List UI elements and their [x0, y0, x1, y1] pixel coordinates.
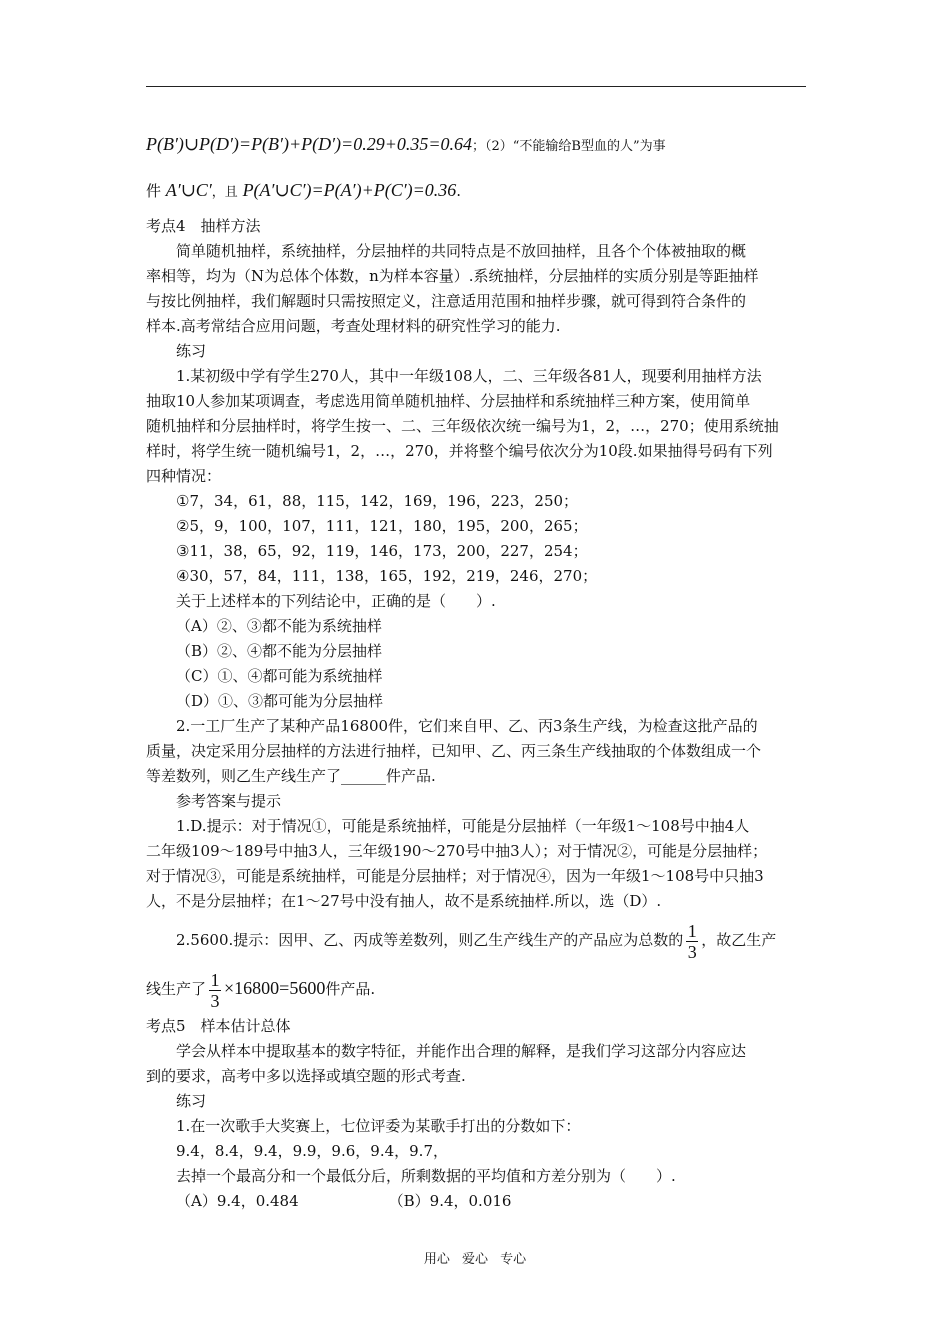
answer-2-line-1	[146, 918, 806, 962]
probability-formula-2: P(A′∪C′)=P(A′)+P(C′)=0.36	[242, 180, 457, 200]
answer-2-line-2	[146, 966, 806, 1010]
conjunction-qie: ，且	[211, 185, 238, 200]
k4-paragraph-line: 样本.高考常结合应用问题，考查处理材料的研究性学习的能力.	[146, 317, 561, 335]
option-b: （B）9.4，0.016	[388, 1192, 512, 1210]
exercise-heading: 练习	[176, 342, 207, 360]
case-1: ①7，34，61，88，115，142，169，196，223，250；	[176, 492, 579, 510]
option-c: （C）①、④都可能为系统抽样	[176, 667, 383, 685]
question-2-line: 等差数列，则乙生产线生产了______件产品.	[146, 767, 436, 785]
fraction-one-third	[209, 971, 221, 1010]
k5-paragraph-line: 学会从样本中提取基本的数字特征，并能作出合理的解释，是我们学习这部分内容应达	[176, 1042, 747, 1060]
header-rule	[146, 86, 806, 87]
case-3: ③11，38，65，92，119，146，173，200，227，254；	[176, 542, 588, 560]
answer-1-line: 人，不是分层抽样；在1～27号中没有抽人，故不是系统抽样.所以，选（D）.	[146, 892, 662, 910]
answers-heading: 参考答案与提示	[176, 792, 282, 810]
answer-1-line: 对于情况③，可能是系统抽样，可能是分层抽样；对于情况④，因为一年级1～108号中只抽3	[146, 867, 764, 885]
question-2-line: 质量，决定采用分层抽样的方法进行抽样，已知甲、乙、丙三条生产线抽取的个体数组成一个	[146, 742, 762, 760]
question-3-intro: 1.在一次歌手大奖赛上，七位评委为某歌手打出的分数如下：	[176, 1117, 581, 1135]
option-d: （D）①、③都可能为分层抽样	[176, 692, 384, 710]
k4-paragraph-line: 简单随机抽样，系统抽样，分层抽样的共同特点是不放回抽样，且各个个体被抽取的概	[176, 242, 747, 260]
question-1-line: 样时，将学生统一随机编号1，2，…，270，并将整个编号依次分为10段.如果抽得号码有下列	[146, 442, 773, 460]
k5-paragraph-line: 到的要求，高考中多以选择或填空题的形式考查.	[146, 1067, 466, 1085]
fraction-denominator: 3	[687, 941, 697, 962]
answer-2-text-after: ，故乙生产	[701, 931, 777, 949]
answer-2-line2-end: 件产品.	[325, 980, 376, 998]
k4-paragraph-line: 率相等，均为（N为总体个体数，n为样本容量）.系统抽样，分层抽样的实质分别是等距抽样	[146, 267, 759, 285]
formula-2-end: .	[456, 182, 462, 200]
document-body	[146, 126, 806, 1214]
event-label: 件	[146, 182, 162, 200]
question-1-line: 随机抽样和分层抽样时，将学生按一、二、三年级依次统一编号为1，2，…，270；使用系统抽	[146, 417, 779, 435]
formula-1-tail: ；（2）“不能输给B型血的人”为事	[472, 139, 666, 154]
formula-line-2	[146, 168, 806, 212]
section-title-k4: 考点4 抽样方法	[146, 217, 261, 235]
question-2-line: 2.一工厂生产了某种产品16800件，它们来自甲、乙、丙3条生产线，为检查这批产品的	[176, 717, 758, 735]
page-footer: 用心 爱心 专心	[423, 1252, 527, 1267]
fraction-numerator: 1	[210, 969, 220, 990]
case-2: ②5，9，100，107，111，121，180，195，200，265；	[176, 517, 588, 535]
answer-1-line: 二年级109～189号中抽3人，三年级190～270号中抽3人）；对于情况②，可能是分层抽样；	[146, 842, 768, 860]
option-b: （B）②、④都不能为分层抽样	[176, 642, 383, 660]
answer-2-line2-start: 线生产了	[146, 980, 207, 998]
product-expression: ×16800=5600	[224, 978, 326, 998]
event-union: A′∪C′	[165, 180, 212, 200]
question-3-stem: 去掉一个最高分和一个最低分后，所剩数据的平均值和方差分别为（ ）.	[176, 1167, 676, 1185]
question-1-stem: 关于上述样本的下列结论中，正确的是（ ）.	[176, 592, 496, 610]
probability-formula-1: P(B′)∪P(D′)=P(B′)+P(D′)=0.29+0.35=0.64	[146, 134, 472, 154]
k4-paragraph-line: 与按比例抽样，我们解题时只需按照定义，注意适用范围和抽样步骤，就可得到符合条件的	[146, 292, 747, 310]
option-a: （A）②、③都不能为系统抽样	[176, 617, 382, 635]
question-1-line: 1.某初级中学有学生270人，其中一年级108人，二、三年级各81人，现要利用抽样方法	[176, 367, 762, 385]
fraction-numerator: 1	[687, 920, 697, 941]
formula-line-1	[146, 126, 806, 162]
question-1-line: 四种情况：	[146, 467, 222, 485]
answer-1-line: 1.D.提示：对于情况①，可能是系统抽样，可能是分层抽样（一年级1～108号中抽4人	[176, 817, 750, 835]
exercise-heading: 练习	[176, 1092, 207, 1110]
question-1-line: 抽取10人参加某项调查，考虑选用简单随机抽样、分层抽样和系统抽样三种方案，使用简单	[146, 392, 751, 410]
question-3-scores: 9.4，8.4，9.4，9.9，9.6，9.4，9.7，	[176, 1142, 448, 1160]
answer-2-text: 2.5600.提示：因甲、乙、丙成等差数列，则乙生产线生产的产品应为总数的	[176, 931, 684, 949]
fraction-denominator: 3	[210, 990, 220, 1011]
fraction-one-third	[686, 922, 698, 961]
option-a: （A）9.4，0.484	[176, 1192, 299, 1210]
question-3-options	[146, 1189, 806, 1214]
case-4: ④30，57，84，111，138，165，192，219，246，270；	[176, 567, 598, 585]
section-title-k5: 考点5 样本估计总体	[146, 1017, 291, 1035]
